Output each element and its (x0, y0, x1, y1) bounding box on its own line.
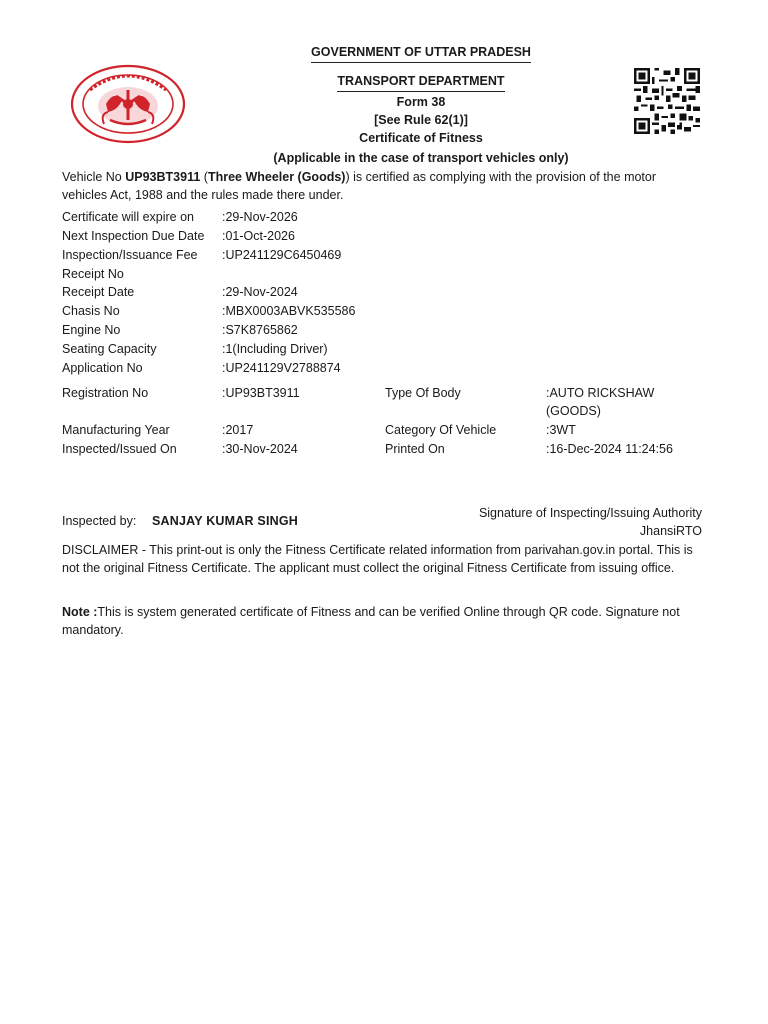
registration-value: :UP93BT3911 (222, 386, 300, 400)
note-body: This is system generated certificate of Fitness and can be verified Online through QR code. Signature not mandatory. (62, 605, 680, 637)
expiry-value: :29-Nov-2026 (222, 210, 298, 224)
form-number: Form 38 (396, 95, 446, 109)
mfg-year-value: :2017 (222, 423, 254, 437)
chasis-label: Chasis No (62, 304, 120, 318)
printed-on-value: :16-Dec-2024 11:24:56 (546, 442, 673, 456)
mfg-year-label: Manufacturing Year (62, 423, 170, 437)
next-inspection-label: Next Inspection Due Date (62, 229, 205, 243)
issued-on-label: Inspected/Issued On (62, 442, 177, 456)
fee-receipt-value: :UP241129C6450469 (222, 248, 342, 262)
note-text (62, 603, 702, 639)
vehicle-number: UP93BT3911 (125, 170, 201, 184)
inspector-name: SANJAY KUMAR SINGH (152, 514, 298, 528)
issued-on-value: :30-Nov-2024 (222, 442, 298, 456)
certificate-title: Certificate of Fitness (359, 131, 483, 145)
receipt-date-label: Receipt Date (62, 285, 135, 299)
fee-receipt-label: Inspection/Issuance Fee (62, 248, 198, 262)
certification-statement: Vehicle No UP93BT3911 (Three Wheeler (Goods)) is certified as complying with the provision of the motor vehicles Act, 1988 and the rules made there under. (62, 170, 657, 202)
issuing-office: JhansiRTO (639, 524, 702, 538)
body-type-value: :AUTO RICKSHAW (GOODS) (546, 386, 655, 418)
signature-label: Signature of Inspecting/Issuing Authority (478, 506, 702, 520)
disclaimer-text: DISCLAIMER - This print-out is only the Fitness Certificate related information from parivahan.gov.in portal. This is not the original Fitness Certificate. The applicant must collect the original Fitness Certificate from issuing office. (62, 543, 693, 575)
application-label: Application No (62, 361, 143, 375)
printed-on-label: Printed On (385, 442, 445, 456)
seating-label: Seating Capacity (62, 342, 157, 356)
department-heading: TRANSPORT DEPARTMENT (0, 73, 768, 92)
registration-label: Registration No (62, 386, 149, 400)
seating-value: :1(Including Driver) (222, 342, 328, 356)
chasis-value: :MBX0003ABVK535586 (222, 304, 356, 318)
next-inspection-value: :01-Oct-2026 (222, 229, 295, 243)
government-heading: GOVERNMENT OF UTTAR PRADESH (0, 44, 768, 63)
application-value: :UP241129V2788874 (222, 361, 341, 375)
applicability-note: (Applicable in the case of transport vehicles only) (273, 151, 569, 165)
note-label: Note : (62, 605, 98, 619)
body-type-label: Type Of Body (385, 386, 461, 400)
receipt-date-value: :29-Nov-2024 (222, 285, 298, 299)
signature-block (479, 504, 702, 540)
vehicle-class: Three Wheeler (Goods) (207, 170, 346, 184)
rule-reference: [See Rule 62(1)] (374, 113, 468, 127)
engine-label: Engine No (62, 323, 121, 337)
engine-value: :S7K8765862 (222, 323, 298, 337)
expiry-label: Certificate will expire on (62, 210, 194, 224)
receipt-no-label: Receipt No (62, 267, 124, 281)
category-value: :3WT (546, 423, 576, 437)
inspected-by-label: Inspected by: (62, 514, 137, 528)
category-label: Category Of Vehicle (385, 423, 497, 437)
